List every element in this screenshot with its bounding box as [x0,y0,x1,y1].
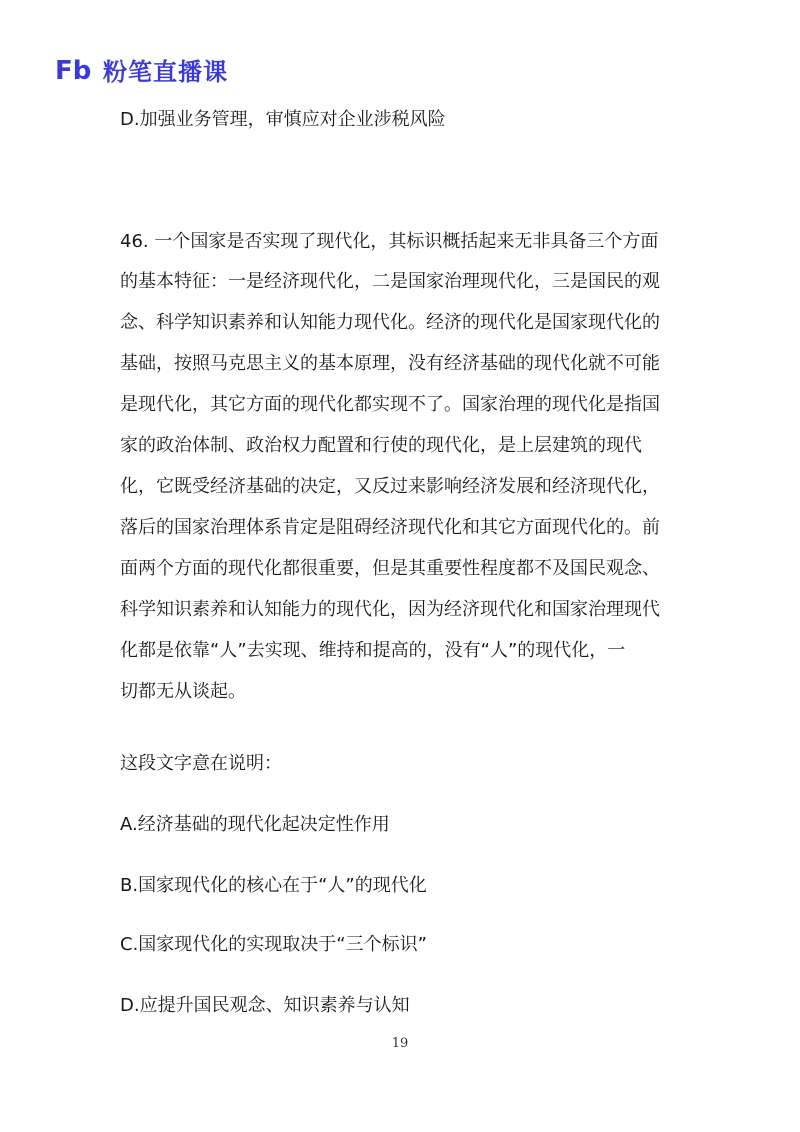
prev-option-d: D.加强业务管理，审慎应对企业涉税风险 [120,109,446,130]
stem-line: 面两个方面的现代化都很重要，但是其重要性程度都不及国民观念、 [120,558,660,579]
stem-line: 科学知识素养和认知能力的现代化，因为经济现代化和国家治理现代 [120,599,660,620]
page-number: 19 [391,1036,409,1051]
stem-line: 化，它既受经济基础的决定，又反过来影响经济发展和经济现代化， [120,476,660,497]
stem-line: 落后的国家治理体系肯定是阻碍经济现代化和其它方面现代化的。前 [120,517,660,538]
question-prompt: 这段文字意在说明： [120,753,282,774]
brand-logo [55,52,228,87]
stem-line: 念、科学知识素养和认知能力现代化。经济的现代化是国家现代化的 [120,312,660,333]
option-d: D.应提升国民观念、知识素养与认知 [120,995,410,1016]
stem-line: 是现代化，其它方面的现代化都实现不了。国家治理的现代化是指国 [120,394,660,415]
stem-line: 化都是依靠“人”去实现、维持和提高的，没有“人”的现代化，一 [120,640,626,661]
stem-line: 46. 一个国家是否实现了现代化，其标识概括起来无非具备三个方面 [120,231,659,252]
fb-logo-icon [55,56,95,84]
stem-line: 家的政治体制、政治权力配置和行使的现代化，是上层建筑的现代 [120,435,642,456]
option-b: B.国家现代化的核心在于“人”的现代化 [120,875,427,896]
brand-name: 粉笔直播课 [103,58,228,86]
svg-text:Fb: Fb [55,55,92,84]
stem-line: 基础，按照马克思主义的基本原理，没有经济基础的现代化就不可能 [120,353,660,374]
stem-line: 切都无从谈起。 [120,681,246,702]
option-c: C.国家现代化的实现取决于“三个标识” [120,934,427,955]
stem-line: 的基本特征：一是经济现代化，二是国家治理现代化，三是国民的观 [120,271,660,292]
option-a: A.经济基础的现代化起决定性作用 [120,814,390,835]
